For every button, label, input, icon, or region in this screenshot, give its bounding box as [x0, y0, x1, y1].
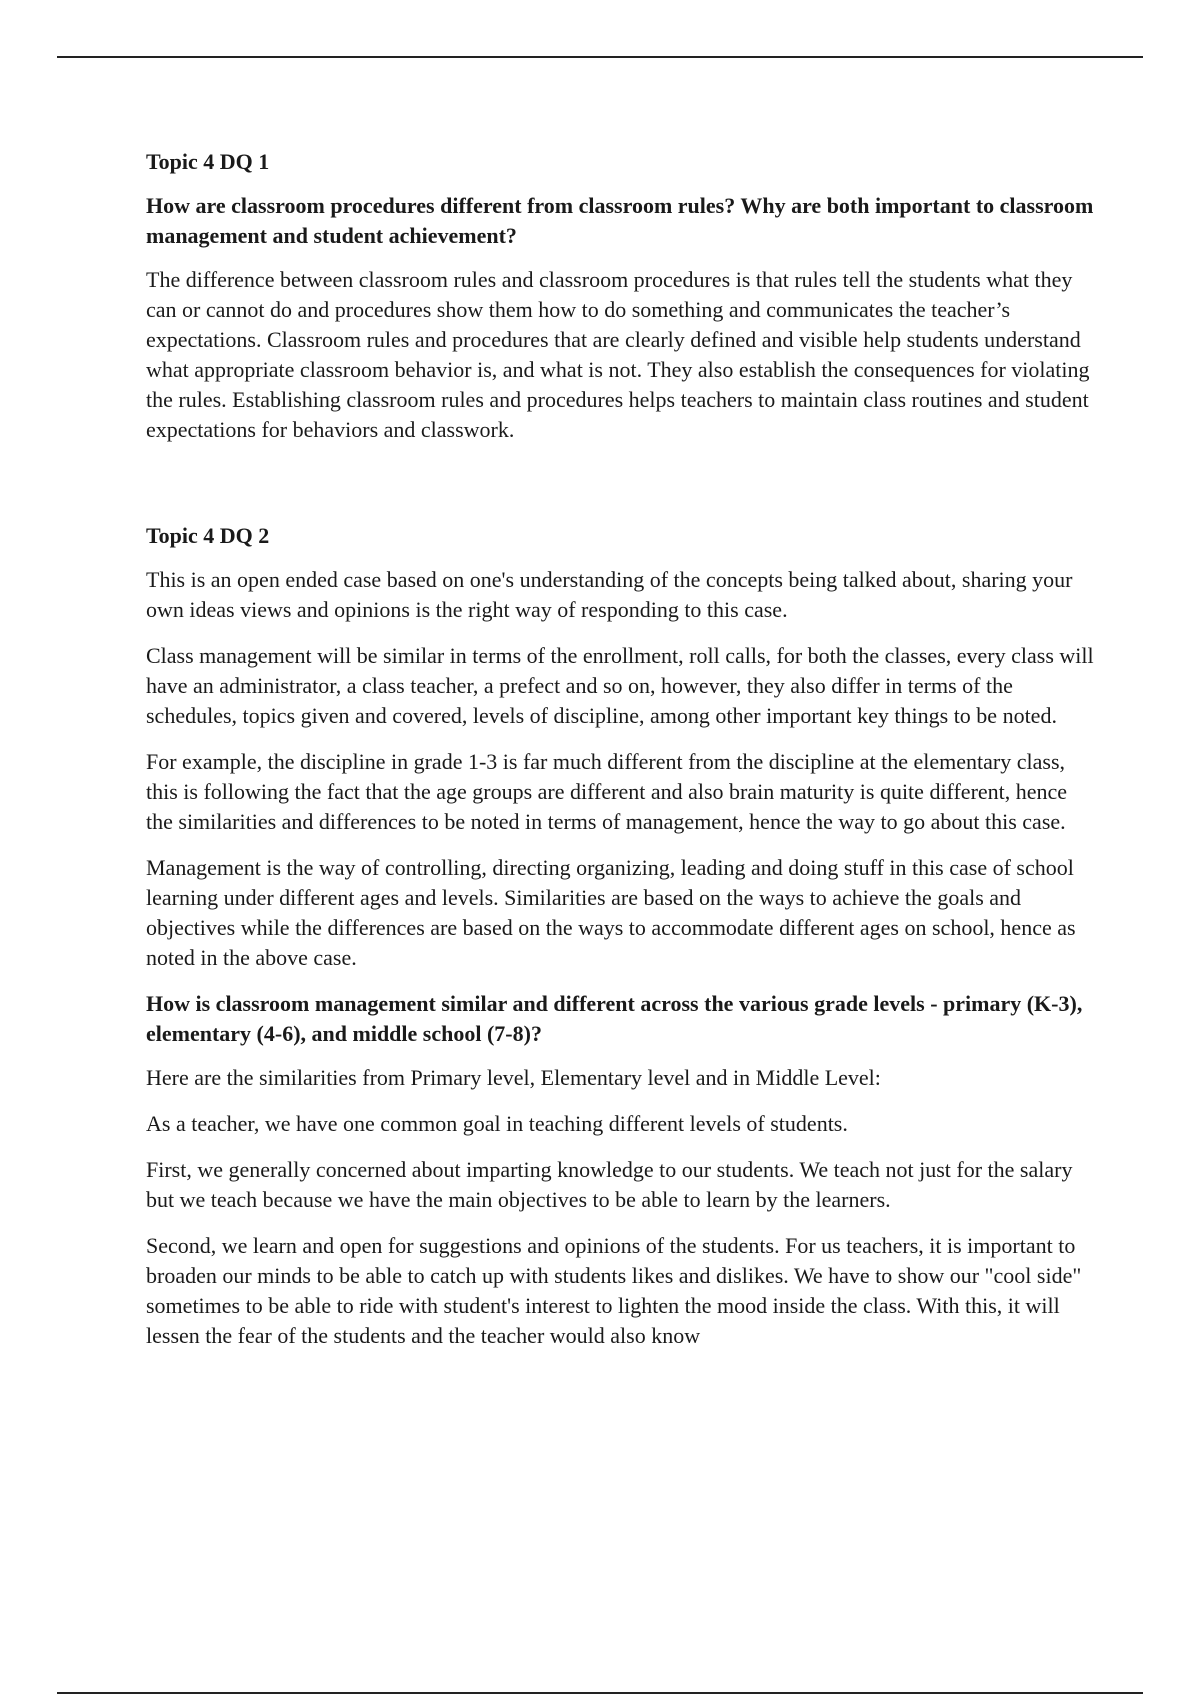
- bottom-rule: [57, 1692, 1143, 1694]
- section-heading: Topic 4 DQ 2: [146, 523, 270, 548]
- answer-paragraph: Second, we learn and open for suggestions and opinions of the students. For us teachers, it is important to broaden our minds to be able to catch up with students likes and dislikes. We have to show our "cool side" sometimes to be able to ride with student's interest to lighten the mood inside the class. With this, it will lessen the fear of the students and the teacher would also know: [146, 1233, 1082, 1348]
- section-topic-4-dq-1: [146, 147, 1096, 445]
- answer-paragraph: Management is the way of controlling, directing organizing, leading and doing stuff in this case of school learning under different ages and levels. Similarities are based on the ways to achieve the goals and objectives while the differences are based on the ways to accommodate different ages on school, hence as noted in the above case.: [146, 855, 1076, 970]
- section-spacer: [146, 461, 1096, 521]
- answer-paragraph: The difference between classroom rules and classroom procedures is that rules tell the students what they can or cannot do and procedures show them how to do something and communicates the teacher’s expectations. Classroom rules and procedures that are clearly defined and visible help students understand what appropriate classroom behavior is, and what is not. They also establish the consequences for violating the rules. Establishing classroom rules and procedures helps teachers to maintain class routines and student expectations for behaviors and classwork.: [146, 267, 1090, 442]
- section-topic-4-dq-2: [146, 521, 1096, 1351]
- section-heading: Topic 4 DQ 1: [146, 149, 270, 174]
- discussion-question: How is classroom management similar and different across the various grade levels - primary (K-3), elementary (4-6), and middle school (7-8)?: [146, 991, 1083, 1046]
- answer-paragraph: Class management will be similar in terms of the enrollment, roll calls, for both the classes, every class will have an administrator, a class teacher, a prefect and so on, however, they also differ in terms of the schedules, topics given and covered, levels of discipline, among other important key things to be noted.: [146, 643, 1094, 728]
- answer-paragraph: First, we generally concerned about imparting knowledge to our students. We teach not just for the salary but we teach because we have the main objectives to be able to learn by the learners.: [146, 1157, 1073, 1212]
- answer-paragraph: For example, the discipline in grade 1-3 is far much different from the discipline at the elementary class, this is following the fact that the age groups are different and also brain maturity is quite different, hence the similarities and differences to be noted in terms of management, hence the way to go about this case.: [146, 749, 1068, 834]
- answer-paragraph: As a teacher, we have one common goal in teaching different levels of students.: [146, 1111, 848, 1136]
- top-rule: [57, 56, 1143, 58]
- answer-paragraph: Here are the similarities from Primary level, Elementary level and in Middle Level:: [146, 1065, 881, 1090]
- answer-paragraph: This is an open ended case based on one's understanding of the concepts being talked about, sharing your own ideas views and opinions is the right way of responding to this case.: [146, 567, 1073, 622]
- document-body: [146, 147, 1096, 1367]
- discussion-question: How are classroom procedures different from classroom rules? Why are both important to classroom management and student achievement?: [146, 193, 1094, 248]
